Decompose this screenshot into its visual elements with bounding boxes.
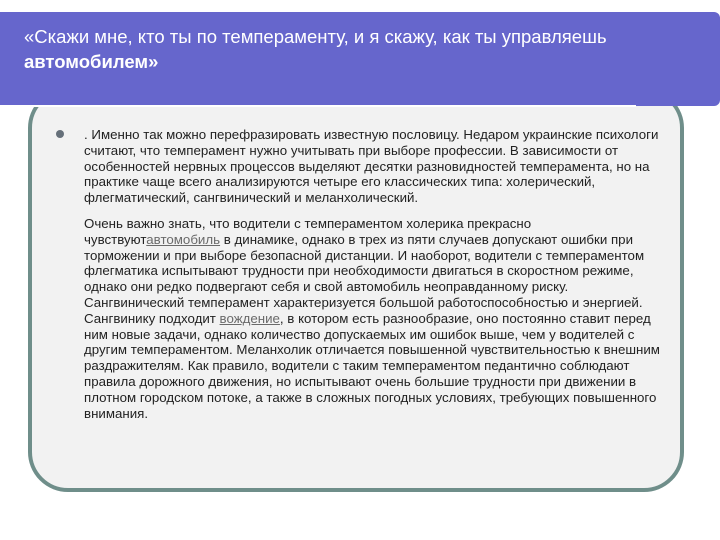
link-vozhdenie[interactable]: вождение <box>219 310 280 326</box>
paragraph-2 <box>84 216 670 421</box>
slide-title <box>24 24 684 74</box>
slide-body <box>84 127 670 421</box>
paragraph-2-text-a: Очень важно знать, что водители с темпераментом холерика прекрасно чувствуют <box>84 215 532 247</box>
paragraph-2-text-c: , в котором есть разнообразие, оно постоянно ставит перед ним новые задачи, однако количество допускаемых им ошибок выше, чем у водителей с другим темпераментом. Меланхолик отличается повышенной чувствительностью к внешним раздражителям. Как правило, водители с таким темпераментом педантично соблюдают правила дорожного движения, но испытывают очень большие трудности при движении в плотном городском потоке, а также в сложных погодных условиях, требующих повышенного внимания. <box>84 310 660 421</box>
title-bold-text: автомобилем» <box>24 51 159 72</box>
title-divider <box>0 105 636 107</box>
bullet-icon <box>56 130 64 138</box>
paragraph-2-text-b: в динамике, однако в трех из пяти случаев допускают ошибки при торможении и при выборе безопасной дистанции. И наоборот, водители с темпераментом флегматика испытывают трудности при необходимости двигаться в скоростном режиме, однако они редко подвергают себя и свой автомобиль неоправданному риску. Сангвинический темперамент характеризуется большой работоспособностью и энергией. Сангвинику подходит <box>84 231 645 326</box>
link-avtomobil[interactable]: автомобиль <box>146 231 221 247</box>
title-text: «Скажи мне, кто ты по темпераменту, и я скажу, как ты управляешь <box>24 26 607 47</box>
paragraph-1: . Именно так можно перефразировать известную пословицу. Недаром украинские психологи считают, что темперамент нужно учитывать при выборе профессии. В зависимости от особенностей нервных процессов выделяют десятки разновидностей темперамента, но на практике чаще всего анализируются четыре его классических типа: холерический, флегматический, сангвинический и меланхолический. <box>84 127 659 206</box>
